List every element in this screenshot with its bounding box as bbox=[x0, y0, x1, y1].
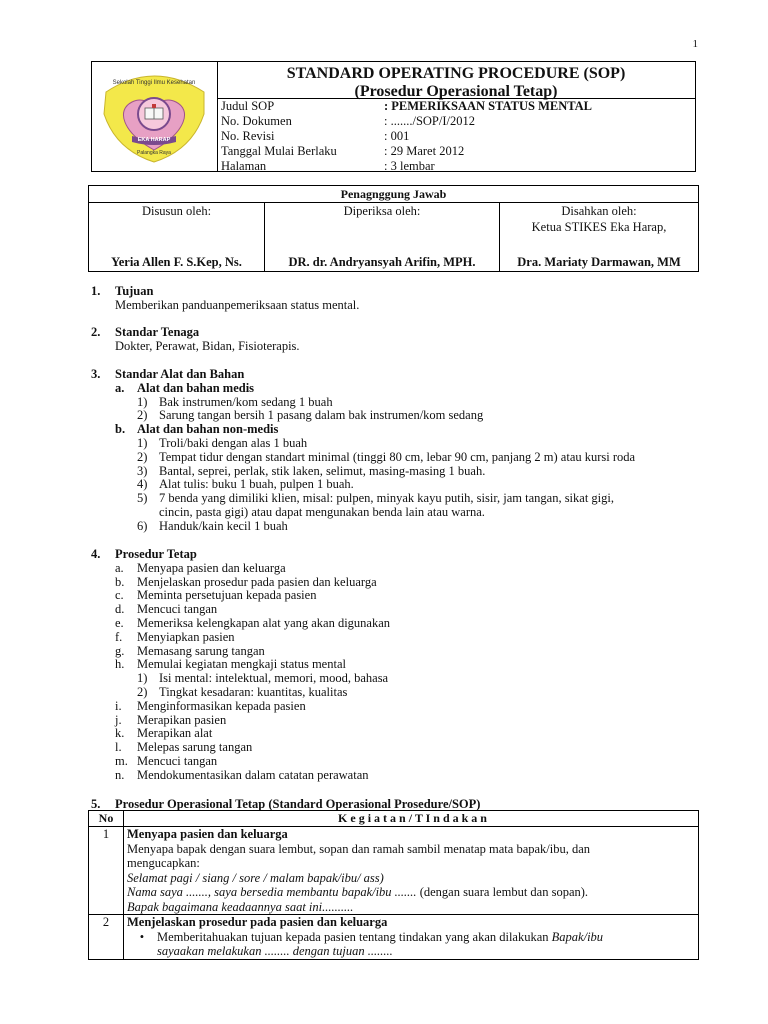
section-number: 4. bbox=[91, 547, 101, 561]
prepared-by-cell bbox=[89, 203, 265, 271]
list-text: Memasang sarung tangan bbox=[137, 643, 265, 658]
list-item bbox=[91, 658, 711, 672]
page-number: 1 bbox=[692, 38, 698, 50]
list-marker: c. bbox=[115, 588, 124, 603]
list-text: Mencuci tangan bbox=[137, 602, 218, 617]
approved-by-cell bbox=[500, 203, 698, 271]
section-alat-bahan bbox=[91, 368, 711, 534]
row-number: 1 bbox=[89, 827, 124, 914]
section-number: 1. bbox=[91, 284, 101, 298]
bullet-icon: • bbox=[139, 929, 145, 944]
list-text: cincin, pasta gigi) atau dapat mengunakan benda lain atau warna. bbox=[159, 504, 485, 519]
list-marker: g. bbox=[115, 643, 125, 658]
list-marker: h. bbox=[115, 657, 125, 672]
row-title: Menyapa pasien dan keluarga bbox=[127, 827, 288, 841]
subsection-medis bbox=[91, 382, 711, 396]
list-text: Menjelaskan prosedur pada pasien dan keluarga bbox=[137, 574, 377, 589]
list-subitem bbox=[91, 686, 711, 700]
list-marker: 3) bbox=[137, 463, 148, 478]
list-text: Memulai kegiatan mengkaji status mental bbox=[137, 657, 346, 672]
list-marker: e. bbox=[115, 615, 124, 630]
list-item bbox=[91, 437, 711, 451]
list-item bbox=[91, 700, 711, 714]
list-marker: 2) bbox=[137, 684, 148, 699]
list-item-continuation bbox=[91, 506, 711, 520]
bullet-item-continuation bbox=[127, 944, 698, 959]
meta-key: Halaman bbox=[221, 159, 267, 173]
meta-value: : PEMERIKSAAN STATUS MENTAL bbox=[384, 99, 593, 113]
logo-bottom-text: Palangka Raya bbox=[137, 150, 171, 156]
section-number: 3. bbox=[91, 367, 101, 381]
list-item bbox=[91, 645, 711, 659]
section-title: Tujuan bbox=[115, 284, 154, 298]
list-marker: l. bbox=[115, 740, 122, 755]
list-marker: d. bbox=[115, 602, 125, 617]
row-text: mengucapkan: bbox=[127, 856, 200, 870]
meta-row bbox=[217, 159, 695, 174]
list-item bbox=[91, 631, 711, 645]
stikes-logo bbox=[92, 62, 217, 171]
list-text: Merapikan alat bbox=[137, 726, 213, 741]
subsection-non-medis bbox=[91, 423, 711, 437]
meta-row bbox=[217, 114, 695, 129]
list-item bbox=[91, 465, 711, 479]
list-item bbox=[91, 492, 711, 506]
list-item bbox=[91, 617, 711, 631]
meta-key: Judul SOP bbox=[221, 99, 275, 113]
list-text: Troli/baki dengan alas 1 buah bbox=[159, 435, 308, 450]
list-item bbox=[91, 727, 711, 741]
list-text: Alat tulis: buku 1 buah, pulpen 1 buah. bbox=[159, 477, 354, 492]
list-text: Isi mental: intelektual, memori, mood, bahasa bbox=[159, 671, 389, 686]
approved-by-title: Ketua STIKES Eka Harap, bbox=[531, 220, 667, 234]
list-item bbox=[91, 576, 711, 590]
checked-by-label: Diperiksa oleh: bbox=[343, 204, 421, 218]
list-subitem bbox=[91, 672, 711, 686]
row-text: Menyapa bapak dengan suara lembut, sopan dan ramah sambil menatap mata bapak/ibu, dan bbox=[127, 841, 591, 856]
list-item bbox=[91, 741, 711, 755]
section-number: 5. bbox=[91, 797, 101, 811]
meta-row bbox=[217, 144, 695, 159]
list-text: Melepas sarung tangan bbox=[137, 740, 253, 755]
list-marker: 6) bbox=[137, 518, 148, 533]
row-text-italic: Bapak/ibu bbox=[551, 929, 604, 944]
list-marker: 2) bbox=[137, 408, 148, 423]
list-item bbox=[91, 769, 711, 783]
list-text: Bak instrumen/kom sedang 1 buah bbox=[159, 394, 333, 409]
row-text-italic: sayaakan melakukan ........ dengan tujuan ........ bbox=[157, 944, 393, 958]
row-text-italic: Bapak bagaimana keadaannya saat ini.......... bbox=[127, 899, 354, 914]
list-item bbox=[91, 451, 711, 465]
approved-by-label: Disahkan oleh: bbox=[561, 204, 637, 218]
section-title: Standar Tenaga bbox=[115, 325, 200, 339]
list-item bbox=[91, 478, 711, 492]
document-meta bbox=[217, 98, 695, 174]
list-marker: 1) bbox=[137, 394, 148, 409]
list-text: Menginformasikan kepada pasien bbox=[137, 698, 306, 713]
list-text: Bantal, seprei, perlak, stik laken, selimut, masing-masing 1 buah. bbox=[159, 463, 486, 478]
section-prosedur-tetap bbox=[91, 548, 711, 783]
table-row bbox=[89, 915, 698, 959]
list-marker: b. bbox=[115, 574, 125, 589]
list-item bbox=[91, 562, 711, 576]
list-marker: m. bbox=[115, 753, 128, 768]
list-marker: f. bbox=[115, 629, 123, 644]
meta-value: : 3 lembar bbox=[384, 159, 435, 173]
responsibility-heading: Penagnggung Jawab bbox=[89, 186, 698, 203]
row-title: Menjelaskan prosedur pada pasien dan keluarga bbox=[127, 915, 388, 929]
list-item bbox=[91, 520, 711, 534]
section-text: Dokter, Perawat, Bidan, Fisioterapis. bbox=[115, 338, 300, 353]
meta-value: : 29 Maret 2012 bbox=[384, 144, 465, 158]
subsection-title: Alat dan bahan non-medis bbox=[137, 422, 279, 437]
approved-by-signer: Dra. Mariaty Darmawan, MM bbox=[517, 255, 681, 269]
list-marker: b. bbox=[115, 422, 126, 437]
table-row bbox=[89, 827, 698, 915]
list-text: Merapikan pasien bbox=[137, 712, 227, 727]
list-marker: 4) bbox=[137, 477, 148, 492]
sop-activity-table bbox=[88, 810, 699, 960]
list-marker: k. bbox=[115, 726, 125, 741]
list-text: Menyiapkan pasien bbox=[137, 629, 235, 644]
prepared-by-signer: Yeria Allen F. S.Kep, Ns. bbox=[111, 255, 242, 269]
meta-key: Tanggal Mulai Berlaku bbox=[221, 144, 337, 158]
list-marker: 2) bbox=[137, 449, 148, 464]
section-title: Prosedur Tetap bbox=[115, 547, 197, 561]
section-text: Memberikan panduanpemeriksaan status mental. bbox=[115, 297, 360, 312]
list-item bbox=[91, 409, 711, 423]
meta-row bbox=[217, 129, 695, 144]
meta-value: : 001 bbox=[384, 129, 410, 143]
logo-cell bbox=[92, 62, 218, 171]
list-text: Mencuci tangan bbox=[137, 753, 218, 768]
list-item bbox=[91, 603, 711, 617]
list-text: Mendokumentasikan dalam catatan perawatan bbox=[137, 767, 369, 782]
meta-key: No. Revisi bbox=[221, 129, 275, 143]
section-title: Standar Alat dan Bahan bbox=[115, 367, 245, 381]
checked-by-cell bbox=[265, 203, 500, 271]
list-text: Menyapa pasien dan keluarga bbox=[137, 560, 286, 575]
section-standar-tenaga bbox=[91, 326, 711, 354]
logo-band-text: EKA HARAP bbox=[137, 137, 171, 143]
list-text: Tingkat kesadaran: kuantitas, kualitas bbox=[159, 684, 348, 699]
list-text: Meminta persetujuan kepada pasien bbox=[137, 588, 317, 603]
list-item bbox=[91, 589, 711, 603]
list-item bbox=[91, 714, 711, 728]
list-marker: a. bbox=[115, 560, 124, 575]
column-header-no: No bbox=[89, 811, 124, 826]
section-title: Prosedur Operasional Tetap (Standard Operasional Prosedure/SOP) bbox=[115, 797, 481, 811]
bullet-item bbox=[127, 930, 698, 945]
checked-by-signer: DR. dr. Andryansyah Arifin, MPH. bbox=[288, 255, 476, 269]
list-item bbox=[91, 396, 711, 410]
row-text: (dengan suara lembut dan sopan). bbox=[416, 885, 589, 899]
section-number: 2. bbox=[91, 325, 101, 339]
prepared-by-label: Disusun oleh: bbox=[141, 204, 212, 218]
list-text: Memeriksa kelengkapan alat yang akan digunakan bbox=[137, 615, 391, 630]
row-text-italic: Nama saya ......., saya bersedia membantu bapak/ibu ....... bbox=[127, 885, 417, 899]
row-text-italic: Selamat pagi / siang / sore / malam bapak/ibu/ ass) bbox=[127, 870, 384, 885]
list-text: Sarung tangan bersih 1 pasang dalam bak instrumen/kom sedang bbox=[159, 408, 484, 423]
list-marker: j. bbox=[115, 712, 122, 727]
section-tujuan bbox=[91, 285, 711, 313]
list-marker: 1) bbox=[137, 435, 148, 450]
list-item bbox=[91, 755, 711, 769]
column-header-activity: K e g i a t a n / T I n d a k a n bbox=[338, 811, 487, 825]
document-subtitle: (Prosedur Operasional Tetap) bbox=[354, 83, 558, 100]
row-text: Memberitahuakan tujuan kepada pasien tentang tindakan yang akan dilakukan bbox=[157, 929, 552, 944]
meta-key: No. Dokumen bbox=[221, 114, 292, 128]
list-text: 7 benda yang dimiliki klien, misal: pulpen, minyak kayu putih, sisir, jam tangan, sikat gigi, bbox=[159, 491, 614, 506]
list-marker: 5) bbox=[137, 491, 148, 506]
subsection-title: Alat dan bahan medis bbox=[137, 380, 255, 395]
row-number: 2 bbox=[89, 915, 124, 959]
list-marker: i. bbox=[115, 698, 122, 713]
list-text: Handuk/kain kecil 1 buah bbox=[159, 518, 288, 533]
meta-value: : ......./SOP/I/2012 bbox=[384, 114, 475, 128]
list-marker: 1) bbox=[137, 671, 148, 686]
sop-header bbox=[91, 61, 696, 172]
document-title: STANDARD OPERATING PROCEDURE (SOP) bbox=[286, 65, 626, 82]
list-text: Tempat tidur dengan standart minimal (tinggi 80 cm, lebar 90 cm, panjang 2 m) atau kursi roda bbox=[159, 449, 636, 464]
logo-top-text: Sekolah Tinggi Ilmu Kesehatan bbox=[112, 80, 196, 86]
list-marker: a. bbox=[115, 380, 125, 395]
responsibility-table bbox=[88, 185, 699, 272]
list-marker: n. bbox=[115, 767, 125, 782]
meta-row bbox=[217, 99, 695, 114]
table-header-row bbox=[89, 811, 698, 827]
